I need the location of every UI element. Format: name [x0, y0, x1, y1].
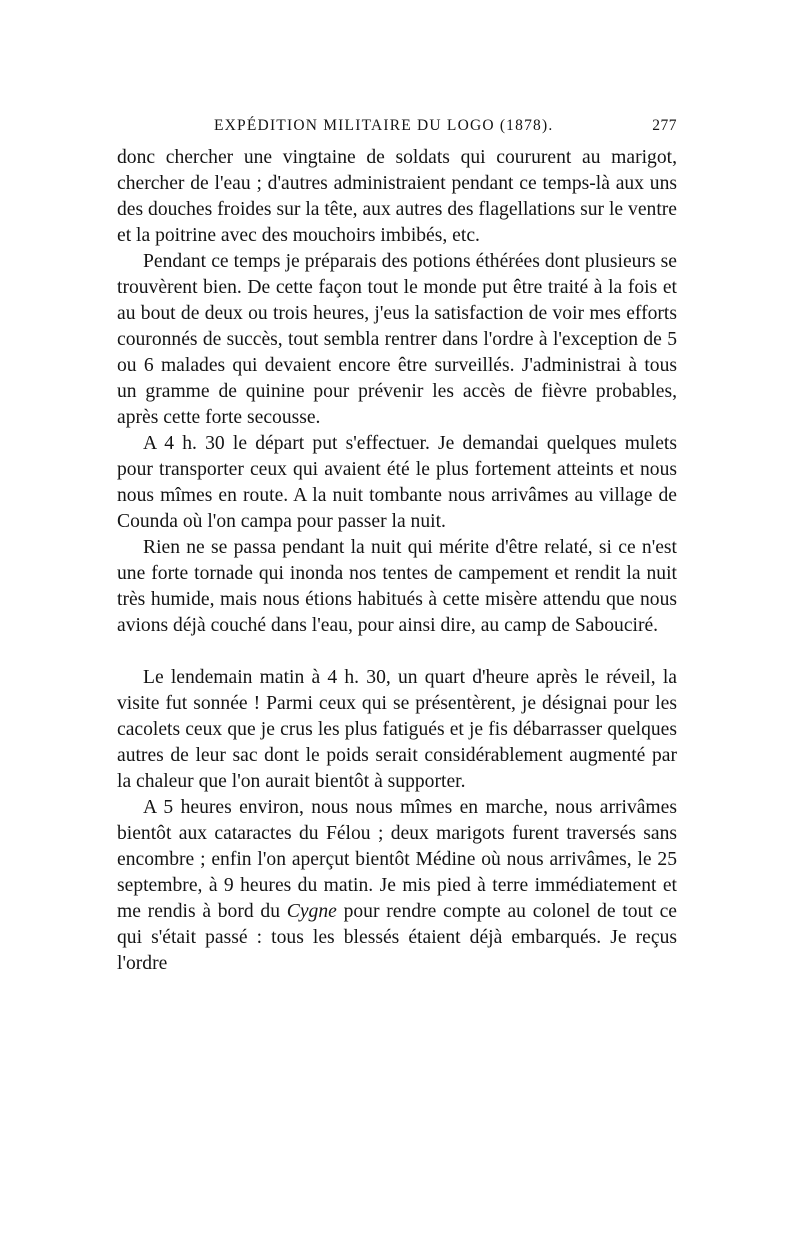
running-head	[117, 117, 677, 141]
running-title: EXPÉDITION MILITAIRE DU LOGO (1878).	[214, 117, 554, 134]
page-number: 277	[652, 117, 677, 134]
paragraph-6-text-after: pour rendre compte au colonel de tout ce qui s'était passé : tous les blessés étaient déjà embarqués. Je reçus l'ordre	[117, 901, 677, 974]
book-page	[117, 0, 677, 1245]
paragraph-6	[117, 795, 677, 977]
body-text	[117, 145, 677, 977]
paragraph-1: donc chercher une vingtaine de soldats qui coururent au marigot, chercher de l'eau ; d'autres administraient pendant ce temps-là aux uns des douches froides sur la tête, aux autres des flagellations sur le ventre et la poitrine avec des mouchoirs imbibés, etc.	[117, 147, 677, 246]
paragraph-6-text-before: A 5 heures environ, nous nous mîmes en marche, nous arrivâmes bientôt aux cataractes du Félou ; deux marigots furent traversés sans encombre ; enfin l'on aperçut bientôt Médine où nous arrivâmes, le 25 septembre, à 9 heures du matin. Je mis pied à terre immédiatement et me rendis à bord du	[117, 797, 677, 922]
paragraph-5: Le lendemain matin à 4 h. 30, un quart d'heure après le réveil, la visite fut sonnée ! Parmi ceux qui se présentèrent, je désignai pour les cacolets ceux que je crus les plus fatigués et je fis débarrasser quelques autres de leur sac dont le poids serait considérablement augmenté par la chaleur que l'on aurait bientôt à supporter.	[117, 667, 677, 792]
paragraph-4: Rien ne se passa pendant la nuit qui mérite d'être relaté, si ce n'est une forte tornade qui inonda nos tentes de campement et rendit la nuit très humide, mais nous étions habitués à cette misère attendu que nous avions déjà couché dans l'eau, pour ainsi dire, au camp de Sabouciré.	[117, 537, 677, 636]
section-gap	[117, 639, 677, 665]
paragraph-2: Pendant ce temps je préparais des potions éthérées dont plusieurs se trouvèrent bien. De cette façon tout le monde put être traité à la fois et au bout de deux ou trois heures, j'eus la satisfaction de voir mes efforts couronnés de succès, tout sembla rentrer dans l'ordre à l'exception de 5 ou 6 malades qui devaient encore être surveillés. J'administrai à tous un gramme de quinine pour prévenir les accès de fièvre probables, après cette forte secousse.	[117, 251, 677, 428]
paragraph-3: A 4 h. 30 le départ put s'effectuer. Je demandai quelques mulets pour transporter ceux qui avaient été le plus fortement atteints et nous nous mîmes en route. A la nuit tombante nous arrivâmes au village de Counda où l'on campa pour passer la nuit.	[117, 433, 677, 532]
ship-name-cygne: Cygne	[286, 901, 337, 922]
